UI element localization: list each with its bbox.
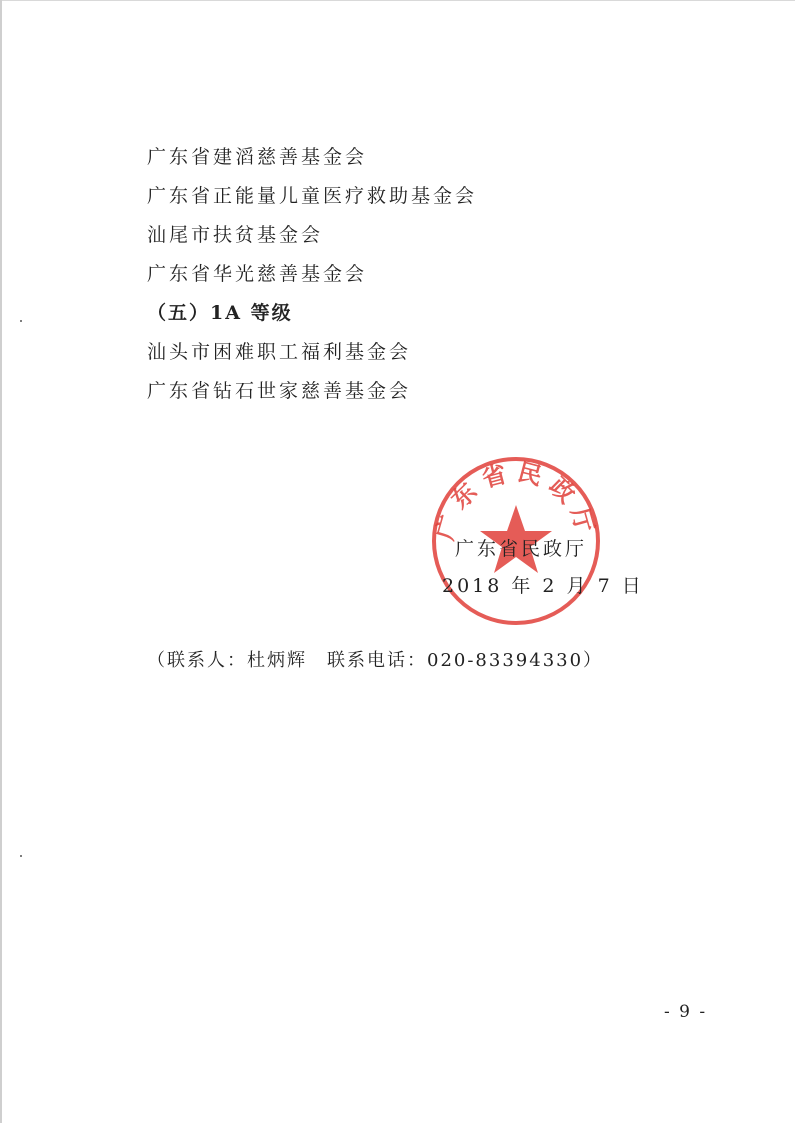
seal-text: 广东省民政厅 [430, 456, 602, 544]
foundation-list-item: 广东省华光慈善基金会 [147, 263, 368, 285]
issuer-name: 广东省民政厅 [455, 538, 588, 560]
page-top-edge [0, 0, 795, 1]
page-number: - 9 - [664, 1002, 708, 1022]
foundation-list-item: 广东省建滔慈善基金会 [147, 146, 368, 168]
foundation-list-item: 广东省正能量儿童医疗救助基金会 [147, 185, 478, 207]
page-left-edge [0, 0, 2, 1123]
contact-info: （联系人：杜炳辉 联系电话：020-83394330） [147, 650, 604, 671]
foundation-list-item: 广东省钻石世家慈善基金会 [147, 380, 412, 402]
issue-date: 2018 年 2 月 7 日 [442, 575, 644, 597]
section-heading-1a: （五）1A 等级 [147, 302, 293, 324]
scan-artifact [20, 855, 22, 857]
scan-artifact [20, 320, 22, 322]
foundation-list-item: 汕尾市扶贫基金会 [147, 224, 324, 246]
foundation-list-item: 汕头市困难职工福利基金会 [147, 341, 412, 363]
